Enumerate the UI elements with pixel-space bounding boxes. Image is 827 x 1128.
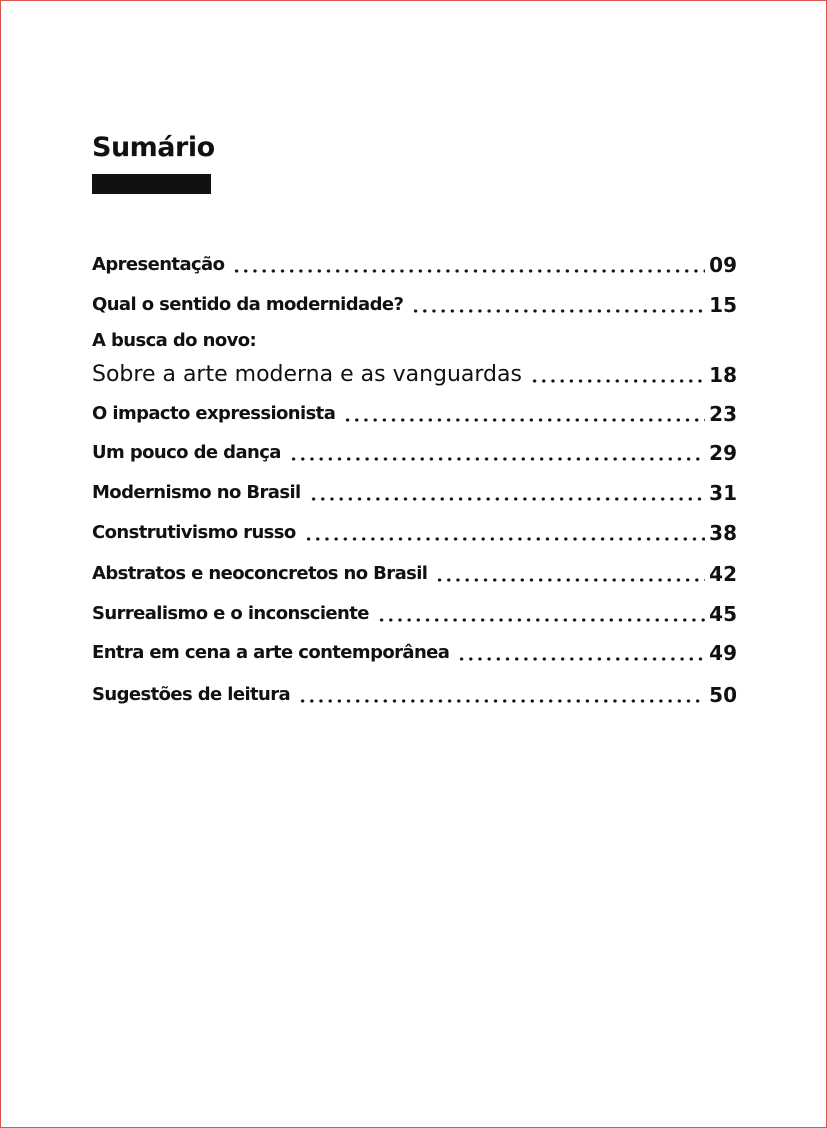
toc-entry-page: 38 xyxy=(709,521,737,545)
toc-entry-label: Entra em cena a arte contemporânea xyxy=(92,642,450,663)
dot-leader xyxy=(298,699,705,703)
toc-entry-surrealismo[interactable] xyxy=(92,596,737,626)
toc-entry-sentido-modernidade[interactable] xyxy=(92,287,737,317)
toc-entry-label: Qual o sentido da modernidade? xyxy=(92,294,404,315)
toc-entry-label: Construtivismo russo xyxy=(92,522,296,543)
toc-subheading: A busca do novo: xyxy=(92,330,257,351)
toc-entry-page: 09 xyxy=(709,253,737,277)
dot-leader xyxy=(457,657,705,661)
toc-entry-page: 23 xyxy=(709,402,737,426)
toc-entry-page: 42 xyxy=(709,562,737,586)
dot-leader xyxy=(411,309,705,313)
toc-entry-page: 49 xyxy=(709,641,737,665)
toc-entry-label: Sugestões de leitura xyxy=(92,684,291,705)
toc-entry-modernismo-brasil[interactable] xyxy=(92,475,737,505)
toc-entry-page: 29 xyxy=(709,441,737,465)
dot-leader xyxy=(530,379,705,383)
dot-leader xyxy=(289,457,705,461)
toc-entry-label: Apresentação xyxy=(92,254,225,275)
dot-leader xyxy=(304,537,705,541)
toc-entry-label: Sobre a arte moderna e as vanguardas xyxy=(92,362,522,387)
toc-entry-page: 15 xyxy=(709,293,737,317)
page-title: Sumário xyxy=(92,132,215,163)
dot-leader xyxy=(343,418,705,422)
toc-entry-arte-contemporanea[interactable] xyxy=(92,635,737,665)
toc-entry-label: Modernismo no Brasil xyxy=(92,482,301,503)
dot-leader xyxy=(435,578,705,582)
toc-entry-page: 18 xyxy=(709,363,737,387)
dot-leader xyxy=(377,618,705,622)
toc-entry-arte-moderna[interactable] xyxy=(92,357,737,387)
toc-entry-label: Surrealismo e o inconsciente xyxy=(92,603,369,624)
toc-entry-label: O impacto expressionista xyxy=(92,403,336,424)
toc-entry-danca[interactable] xyxy=(92,435,737,465)
title-underline-bar xyxy=(92,174,211,194)
toc-entry-label: Abstratos e neoconcretos no Brasil xyxy=(92,563,428,584)
toc-entry-page: 45 xyxy=(709,602,737,626)
toc-entry-construtivismo[interactable] xyxy=(92,515,737,545)
toc-entry-apresentacao[interactable] xyxy=(92,247,737,277)
toc-entry-label: Um pouco de dança xyxy=(92,442,281,463)
toc-entry-page: 31 xyxy=(709,481,737,505)
dot-leader xyxy=(232,269,705,273)
toc-entry-sugestoes-leitura[interactable] xyxy=(92,677,737,707)
toc-entry-expressionista[interactable] xyxy=(92,396,737,426)
toc-entry-page: 50 xyxy=(709,683,737,707)
toc-entry-abstratos[interactable] xyxy=(92,556,737,586)
dot-leader xyxy=(309,497,706,501)
